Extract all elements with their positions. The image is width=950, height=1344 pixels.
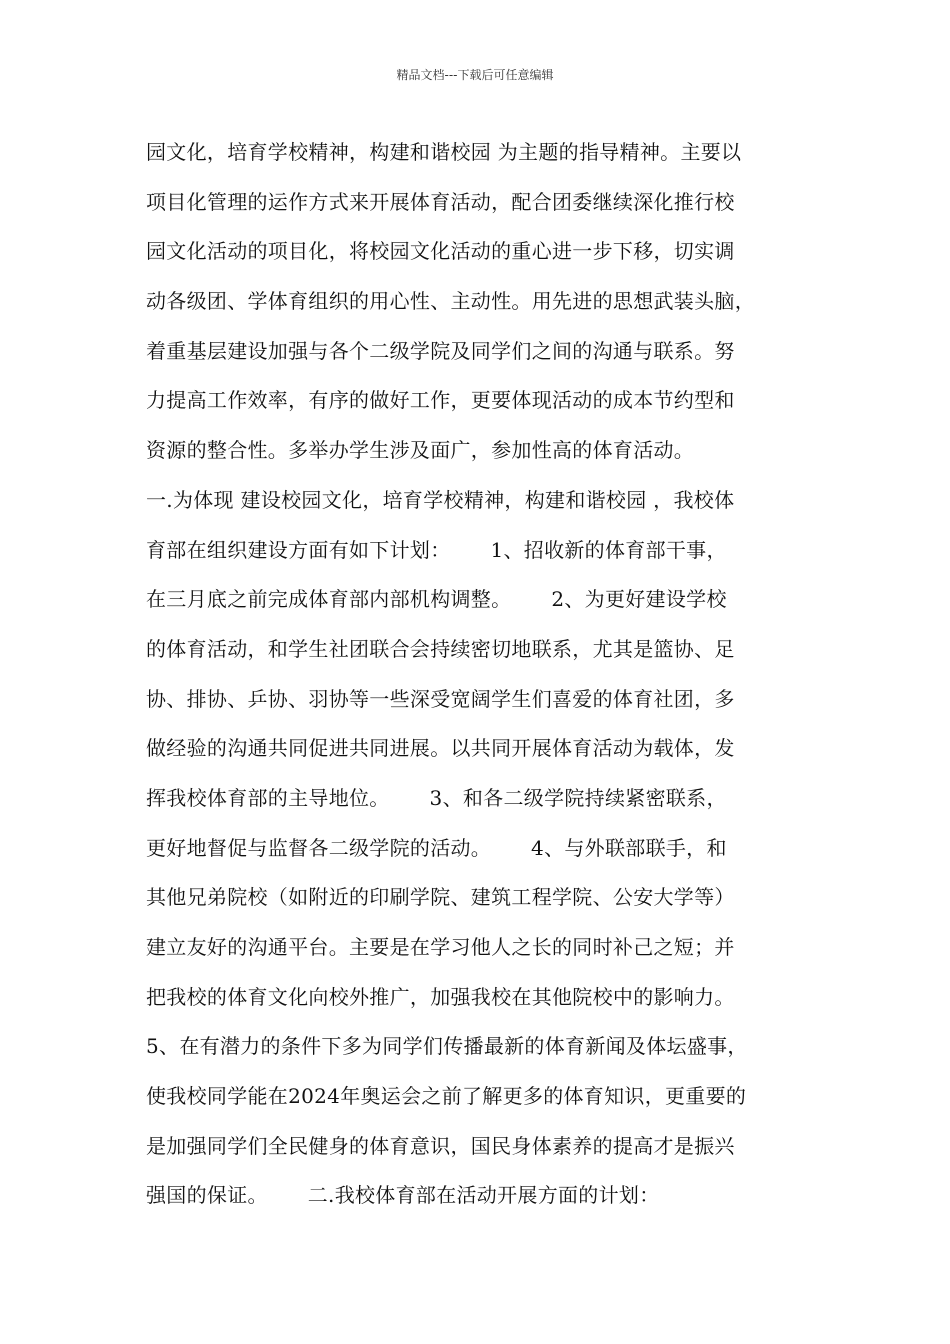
text-line: 更好地督促与监督各二级学院的活动。 4、与外联部联手，和 [146, 835, 727, 860]
text-line: 建立友好的沟通平台。主要是在学习他人之长的同时补己之短；并 [146, 935, 735, 959]
text-line: 动各级团、学体育组织的用心性、主动性。用先进的思想武装头脑， [146, 289, 755, 314]
text-line: 园文化，培育学校精神，构建和谐校园 为主题的指导精神。主要以 [146, 140, 742, 164]
text-line: 项目化管理的运作方式来开展体育活动，配合团委继续深化推行校 [146, 189, 735, 214]
text-line: 园文化活动的项目化，将校园文化活动的重心进一步下移，切实调 [146, 239, 735, 264]
text-line: 强国的保证。 二.我校体育部在活动开展方面的计划： [146, 1183, 660, 1208]
text-line: 的体育活动，和学生社团联合会持续密切地联系，尤其是篮协、足 [146, 636, 735, 661]
text-line: 育部在组织建设方面有如下计划： 1、招收新的体育部干事， [146, 537, 727, 562]
text-line: 力提高工作效率，有序的做好工作，更要体现活动的成本节约型和 [146, 388, 735, 413]
text-line: 使我校同学能在2024年奥运会之前了解更多的体育知识，更重要的 [146, 1084, 747, 1109]
text-line: 做经验的沟通共同促进共同进展。以共同开展体育活动为载体，发 [146, 736, 735, 761]
document-body [146, 128, 826, 1221]
text-line: 一.为体现 建设校园文化，培育学校精神，构建和谐校园 ，我校体 [146, 487, 735, 512]
page-header: 精品文档---下载后可任意编辑 [396, 68, 554, 82]
text-line: 着重基层建设加强与各个二级学院及同学们之间的沟通与联系。努 [146, 338, 735, 363]
text-line: 在三月底之前完成体育部内部机构调整。 2、为更好建设学校 [146, 587, 727, 612]
text-line: 是加强同学们全民健身的体育意识，国民身体素养的提高才是振兴 [146, 1133, 735, 1158]
text-line: 其他兄弟院校（如附近的印刷学院、建筑工程学院、公安大学等） [146, 885, 735, 910]
text-line: 协、排协、乒协、羽协等一些深受宽阔学生们喜爱的体育社团，多 [146, 686, 735, 711]
text-line: 挥我校体育部的主导地位。 3、和各二级学院持续紧密联系， [146, 785, 727, 810]
text-line: 资源的整合性。多举办学生涉及面广，参加性高的体育活动。 [146, 438, 695, 463]
text-line: 把我校的体育文化向校外推广，加强我校在其他院校中的影响力。 [146, 984, 735, 1009]
text-line: 5、在有潜力的条件下多为同学们传播最新的体育新闻及体坛盛事， [146, 1034, 748, 1059]
